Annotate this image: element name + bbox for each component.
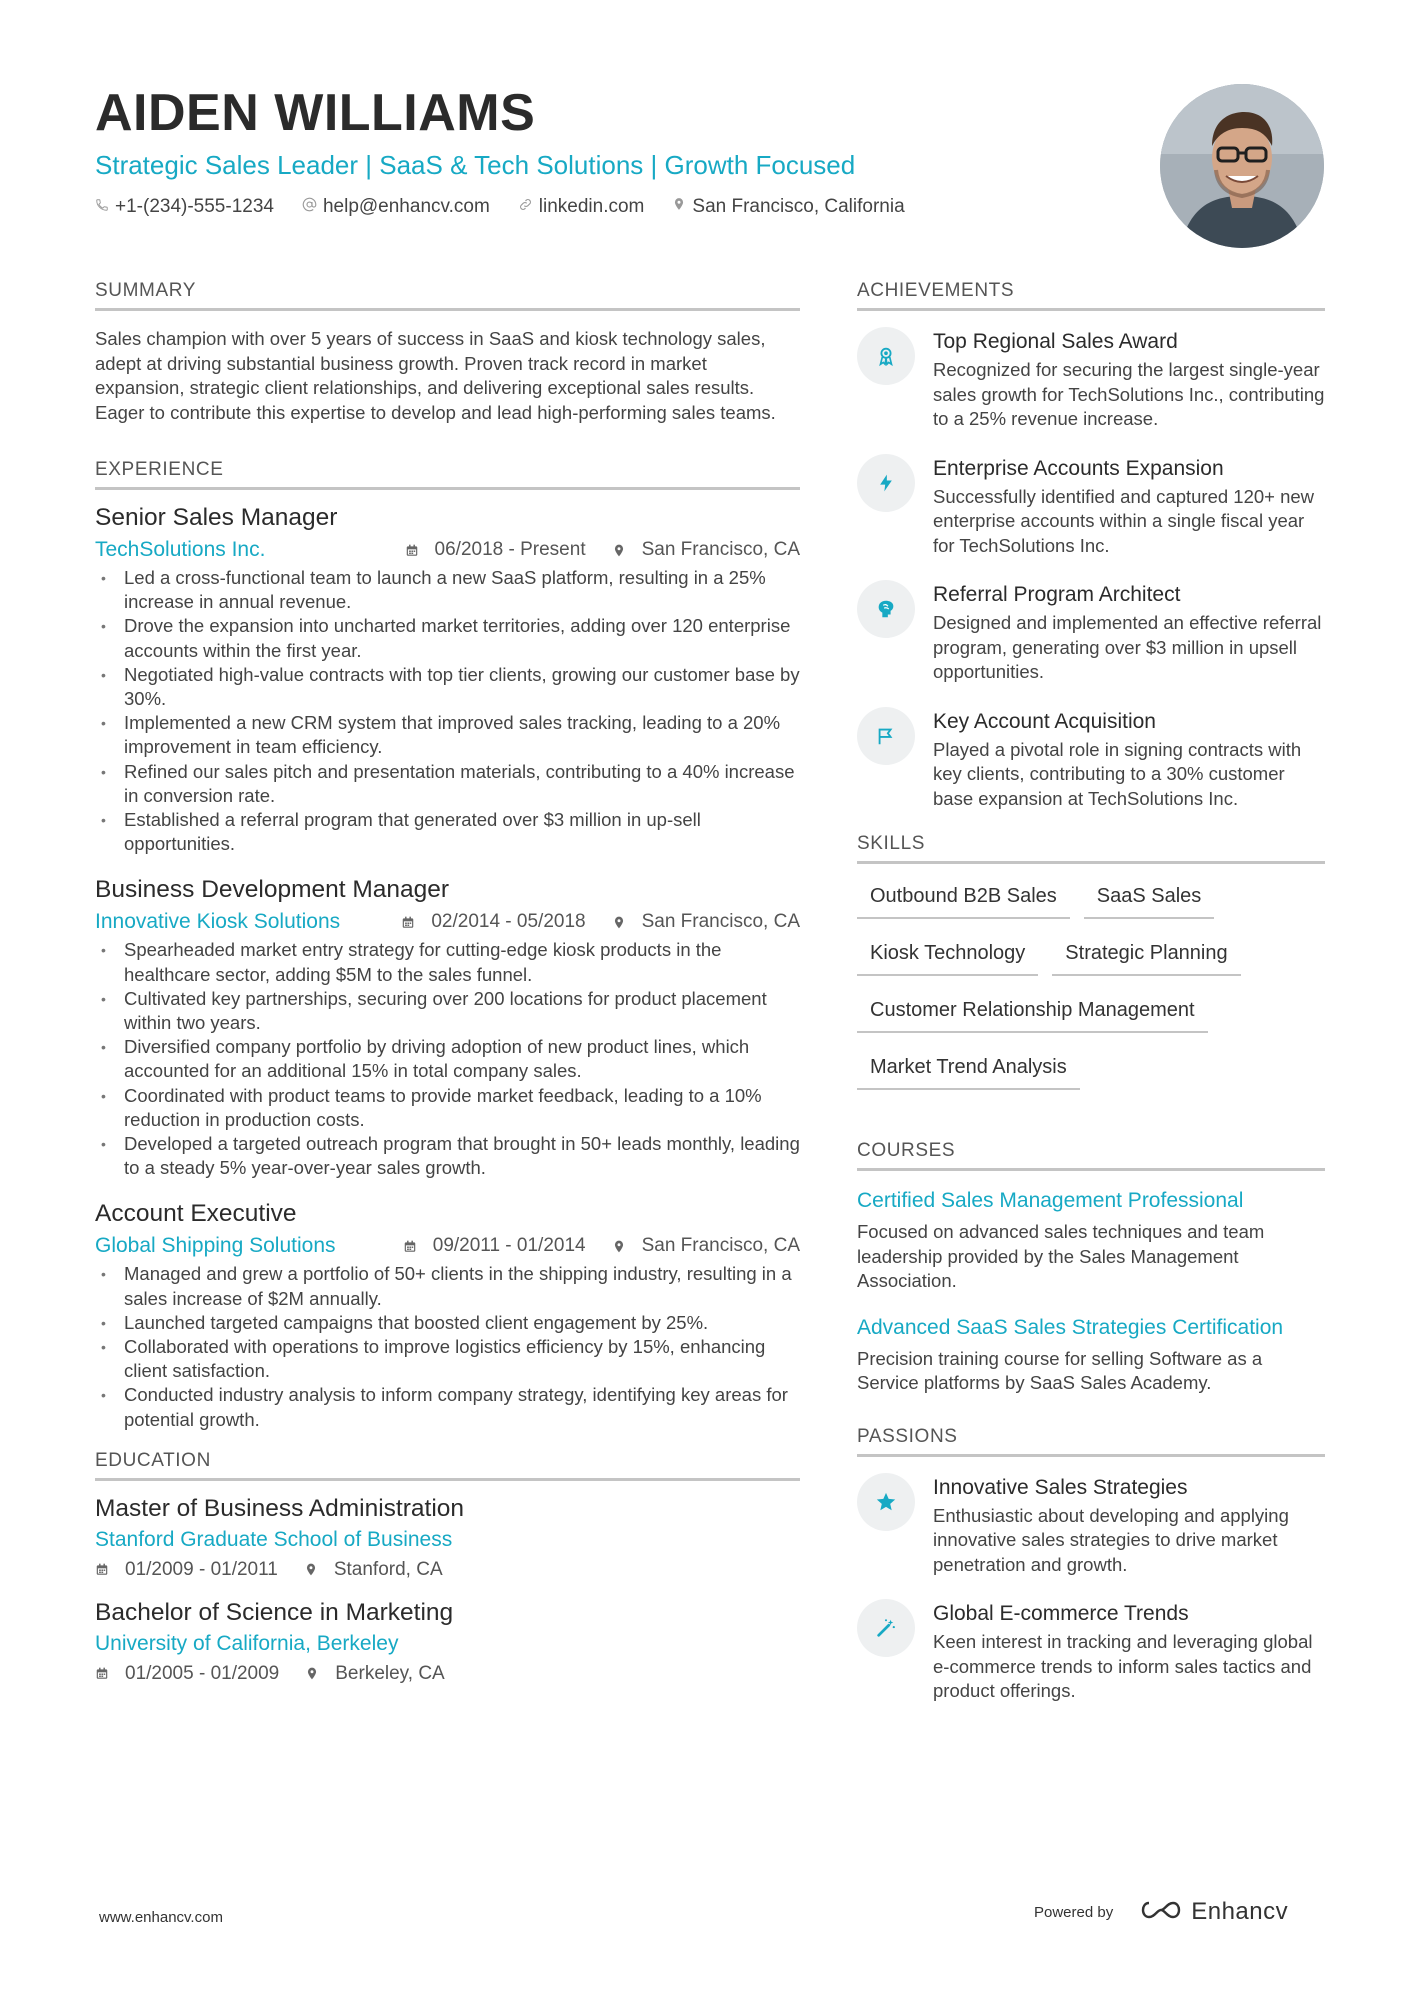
avatar <box>1160 84 1324 248</box>
education-list <box>95 1493 800 1685</box>
passions-item <box>857 1599 1325 1704</box>
degree-title: Bachelor of Science in Marketing <box>95 1598 454 1626</box>
job-bullet: • Spearheaded market entry strategy for cutting-edge kiosk products in the healthcare sector, adding $5M to the sales funnel. <box>95 938 800 986</box>
job-dates <box>405 539 586 561</box>
achievements-item <box>857 327 1325 432</box>
icon-badge <box>857 580 915 638</box>
job-bullet: • Diversified company portfolio by driving adoption of new product lines, which accounted for an additional 15% in total company sales. <box>95 1035 800 1083</box>
skills-list <box>857 876 1325 1104</box>
job-dates-text: 09/2011 - 01/2014 <box>432 1235 586 1257</box>
achievements-body <box>933 580 1325 685</box>
location-pin-icon <box>612 914 634 931</box>
calendar-icon <box>403 1239 425 1254</box>
course-description: Focused on advanced sales techniques and team leadership provided by the Sales Management Association. <box>857 1221 1265 1291</box>
skill-tag: Customer Relationship Management <box>857 990 1208 1033</box>
summary-heading: SUMMARY <box>95 280 800 311</box>
job-entry <box>95 874 800 1180</box>
achievements-title: Enterprise Accounts Expansion <box>933 456 1224 480</box>
job-location-text: San Francisco, CA <box>641 539 800 560</box>
passions-body <box>933 1473 1325 1578</box>
passions-title: Global E-commerce Trends <box>933 1602 1189 1625</box>
contact-linkedin[interactable] <box>518 196 645 218</box>
calendar-icon <box>405 543 427 558</box>
course-description: Precision training course for selling Software as a Service platforms by SaaS Sales Academy. <box>857 1347 1263 1393</box>
job-bullets <box>95 938 800 1180</box>
left-column <box>95 280 800 1701</box>
company-name[interactable]: Innovative Kiosk Solutions <box>95 910 341 934</box>
footer-branding <box>1034 1898 1288 1926</box>
calendar-icon <box>95 1562 117 1577</box>
company-name[interactable]: TechSolutions Inc. <box>95 538 266 561</box>
course-entry <box>857 1187 1325 1294</box>
education-meta <box>95 1663 800 1685</box>
achievements-body <box>933 707 1325 812</box>
resume-header <box>95 82 1145 218</box>
star-icon <box>875 1491 897 1513</box>
job-location <box>612 1235 800 1257</box>
education-entry <box>95 1493 800 1581</box>
job-meta-right <box>403 1235 800 1257</box>
course-title[interactable]: Advanced SaaS Sales Strategies Certification <box>857 1315 1284 1339</box>
school-name[interactable]: Stanford Graduate School of Business <box>95 1527 453 1551</box>
courses-list <box>857 1187 1325 1396</box>
course-title[interactable]: Certified Sales Management Professional <box>857 1189 1244 1212</box>
calendar-icon <box>401 915 423 930</box>
course-entry <box>857 1314 1325 1396</box>
icon-badge <box>857 327 915 385</box>
job-bullet: • Established a referral program that generated over $3 million in up-sell opportunities. <box>95 808 800 856</box>
passions-section <box>857 1426 1325 1704</box>
skills-heading: SKILLS <box>857 833 1325 864</box>
achievements-item <box>857 454 1325 559</box>
contact-row <box>95 196 1145 218</box>
calendar-icon <box>95 1666 117 1681</box>
job-bullets <box>95 1262 800 1431</box>
education-section <box>95 1450 800 1685</box>
contact-phone[interactable] <box>95 196 274 218</box>
location-pin-icon <box>612 542 634 559</box>
brain-icon <box>875 598 897 620</box>
skill-tag: Strategic Planning <box>1052 933 1240 976</box>
achievements-heading: ACHIEVEMENTS <box>857 280 1325 311</box>
education-dates-text: 01/2005 - 01/2009 <box>125 1662 280 1684</box>
job-bullet: • Launched targeted campaigns that boosted client engagement by 25%. <box>95 1311 800 1335</box>
job-location <box>612 539 800 561</box>
phone-icon <box>95 196 115 218</box>
job-title: Senior Sales Manager <box>95 504 338 531</box>
icon-badge <box>857 454 915 512</box>
job-meta-right <box>405 539 800 561</box>
location-pin-icon <box>305 1665 327 1682</box>
achievements-title: Key Account Acquisition <box>933 709 1156 733</box>
skills-section <box>857 833 1325 1104</box>
linkedin-text: linkedin.com <box>538 196 645 217</box>
job-bullet: • Coordinated with product teams to provide market feedback, leading to a 10% reduction in production costs. <box>95 1084 800 1132</box>
candidate-headline: Strategic Sales Leader | SaaS & Tech Solutions | Growth Focused <box>95 150 856 180</box>
job-location <box>612 911 800 933</box>
passions-heading: PASSIONS <box>857 1426 1325 1457</box>
achievements-list <box>857 327 1325 811</box>
achievements-item <box>857 707 1325 812</box>
achievements-title: Referral Program Architect <box>933 583 1181 606</box>
location-pin-icon <box>672 196 692 218</box>
job-bullet: • Collaborated with operations to improve logistics efficiency by 15%, enhancing client satisfaction. <box>95 1335 800 1383</box>
passions-list <box>857 1473 1325 1704</box>
job-title: Account Executive <box>95 1200 297 1228</box>
job-location-text: San Francisco, CA <box>641 1235 800 1257</box>
achievements-description: Played a pivotal role in signing contracts with key clients, contributing to a 30% customer base expansion at TechSolutions Inc. <box>933 738 1302 809</box>
skill-tag: Market Trend Analysis <box>857 1047 1080 1090</box>
achievements-description: Successfully identified and captured 120+ new enterprise accounts within a single fiscal year for TechSolutions Inc. <box>933 485 1315 556</box>
passions-item <box>857 1473 1325 1578</box>
degree-title: Master of Business Administration <box>95 1494 465 1522</box>
contact-email[interactable] <box>302 196 490 218</box>
skill-tag: Outbound B2B Sales <box>857 876 1070 919</box>
achievements-section <box>857 280 1325 811</box>
job-bullet: • Refined our sales pitch and presentation materials, contributing to a 40% increase in conversion rate. <box>95 760 800 808</box>
school-name[interactable]: University of California, Berkeley <box>95 1631 399 1655</box>
icon-badge <box>857 1599 915 1657</box>
at-icon <box>302 196 323 218</box>
job-dates <box>403 1235 586 1257</box>
passions-description: Keen interest in tracking and leveraging global e-commerce trends to inform sales tactics and product offerings. <box>933 1631 1313 1701</box>
job-meta <box>95 908 800 936</box>
education-entry <box>95 1597 800 1685</box>
achievements-description: Designed and implemented an effective referral program, generating over $3 million in upsell opportunities. <box>933 612 1322 682</box>
email-text: help@enhancv.com <box>322 196 490 217</box>
footer-website[interactable]: www.enhancv.com <box>99 1909 223 1926</box>
job-bullet: • Led a cross-functional team to launch a new SaaS platform, resulting in a 25% increase in annual revenue. <box>95 566 800 614</box>
job-dates-text: 02/2014 - 05/2018 <box>431 911 586 933</box>
phone-text: +1-(234)-555-1234 <box>115 196 274 217</box>
experience-section <box>95 459 800 1432</box>
job-title: Business Development Manager <box>95 876 450 904</box>
job-meta <box>95 1232 800 1260</box>
job-dates-text: 06/2018 - Present <box>434 539 586 560</box>
powered-by-text: Powered by <box>1034 1903 1114 1921</box>
skill-tag: SaaS Sales <box>1084 876 1215 919</box>
icon-badge <box>857 1473 915 1531</box>
courses-section <box>857 1140 1325 1396</box>
link-icon <box>518 196 539 218</box>
job-bullet: • Cultivated key partnerships, securing over 200 locations for product placement within two years. <box>95 987 800 1035</box>
job-entry <box>95 502 800 856</box>
education-heading: EDUCATION <box>95 1450 800 1481</box>
achievements-description: Recognized for securing the largest single-year sales growth for TechSolutions Inc., contributing to a 25% revenue increase. <box>933 359 1325 429</box>
flag-icon <box>875 725 897 747</box>
job-location-text: San Francisco, CA <box>641 911 800 933</box>
contact-location <box>672 196 904 218</box>
magic-wand-icon <box>875 1617 897 1639</box>
job-meta-right <box>401 911 800 933</box>
right-column <box>857 280 1325 1726</box>
enhancv-logo-icon <box>1139 1899 1183 1926</box>
education-dates <box>95 1559 278 1581</box>
education-location-text: Berkeley, CA <box>335 1662 445 1684</box>
job-bullet: • Drove the expansion into uncharted market territories, adding over 120 enterprise accounts within the first year. <box>95 614 800 662</box>
location-pin-icon <box>304 1561 326 1578</box>
job-dates <box>401 911 585 933</box>
education-dates-text: 01/2009 - 01/2011 <box>125 1558 278 1580</box>
location-pin-icon <box>612 1238 634 1255</box>
experience-heading: EXPERIENCE <box>95 459 800 490</box>
education-location <box>305 1663 444 1685</box>
achievements-item <box>857 580 1325 685</box>
candidate-name: AIDEN WILLIAMS <box>95 84 536 142</box>
job-bullet: • Negotiated high-value contracts with top tier clients, growing our customer base by 30%. <box>95 663 800 711</box>
job-entry <box>95 1198 800 1431</box>
job-bullet: • Conducted industry analysis to inform company strategy, identifying key areas for potential growth. <box>95 1383 800 1431</box>
education-meta <box>95 1559 800 1581</box>
passions-description: Enthusiastic about developing and applying innovative sales strategies to drive market penetration and growth. <box>933 1504 1289 1575</box>
achievements-title: Top Regional Sales Award <box>933 330 1178 353</box>
passions-body <box>933 1599 1325 1704</box>
award-icon <box>875 345 897 367</box>
location-text: San Francisco, California <box>692 196 905 217</box>
company-name[interactable]: Global Shipping Solutions <box>95 1234 336 1258</box>
jobs-list <box>95 502 800 1432</box>
skill-tag: Kiosk Technology <box>857 933 1038 976</box>
brand-name: Enhancv <box>1191 1898 1289 1925</box>
job-bullet: • Managed and grew a portfolio of 50+ clients in the shipping industry, resulting in a sales increase of $2M annually. <box>95 1262 800 1310</box>
courses-heading: COURSES <box>857 1140 1325 1171</box>
job-bullet: • Developed a targeted outreach program that brought in 50+ leads monthly, leading to a steady 5% year-over-year sales growth. <box>95 1132 800 1180</box>
summary-section <box>95 280 800 425</box>
education-location-text: Stanford, CA <box>333 1558 443 1580</box>
education-dates <box>95 1663 279 1685</box>
job-bullet: • Implemented a new CRM system that improved sales tracking, leading to a 20% improvement in team efficiency. <box>95 711 800 759</box>
lightning-icon <box>876 472 896 494</box>
achievements-body <box>933 454 1325 559</box>
education-location <box>304 1559 443 1581</box>
job-meta <box>95 536 800 564</box>
job-bullets <box>95 566 800 856</box>
summary-text: Sales champion with over 5 years of success in SaaS and kiosk technology sales, adept at driving substantial business growth. Proven track record in market expansion, strategic client relationships, and delivering exceptional sales results. Eager to contribute this expertise to develop and lead high-performing sales teams. <box>95 328 776 423</box>
passions-title: Innovative Sales Strategies <box>933 1475 1188 1499</box>
icon-badge <box>857 707 915 765</box>
achievements-body <box>933 327 1325 432</box>
